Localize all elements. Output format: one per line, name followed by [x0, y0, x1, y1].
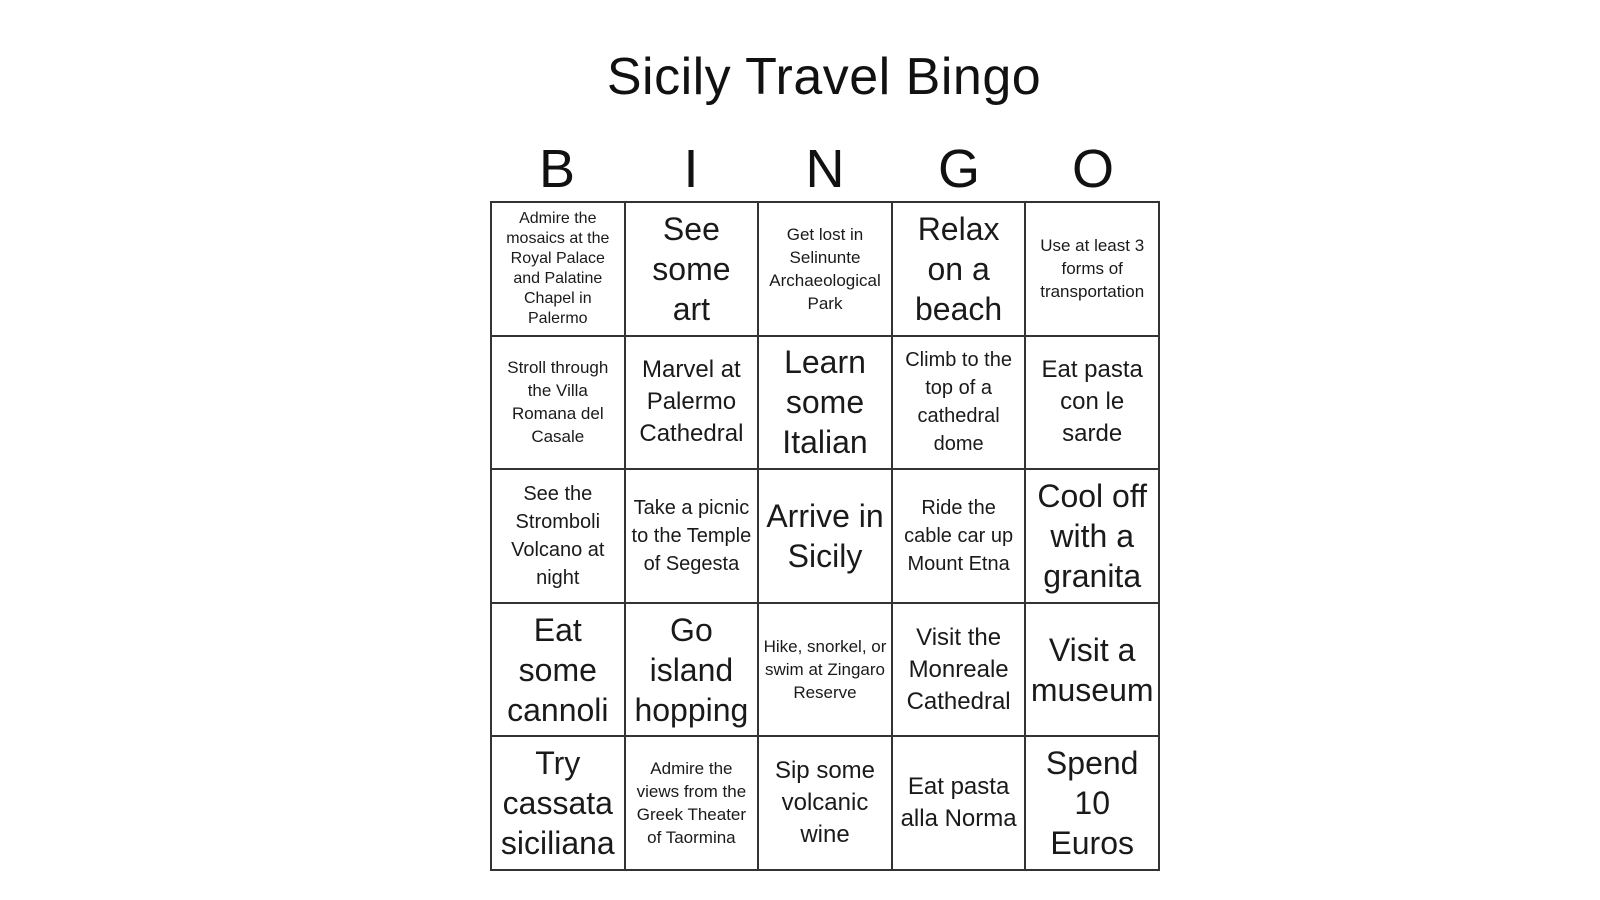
bingo-cell[interactable]	[626, 604, 760, 738]
bingo-cell[interactable]	[1026, 604, 1160, 738]
bingo-cell-text: Visit the Monreale Cathedral	[906, 623, 1011, 715]
bingo-cell[interactable]	[492, 337, 626, 471]
bingo-cell[interactable]	[492, 604, 626, 738]
bingo-cell[interactable]	[492, 203, 626, 337]
bingo-cell[interactable]	[626, 337, 760, 471]
bingo-cell[interactable]	[1026, 337, 1160, 471]
bingo-cell-text: Admire the views from the Greek Theater of Taormina	[636, 759, 747, 848]
bingo-cell-text: Relax on a beach	[915, 210, 1003, 327]
bingo-cell-text: Eat pasta con le sarde	[1041, 356, 1143, 448]
bingo-cell-text: Arrive in Sicily	[766, 497, 884, 574]
bingo-cell-text: Learn some Italian	[782, 344, 868, 461]
bingo-cell[interactable]	[759, 203, 893, 337]
bingo-cell[interactable]	[893, 604, 1027, 738]
bingo-cell[interactable]	[759, 604, 893, 738]
bingo-cell-text: Eat pasta alla Norma	[900, 773, 1017, 833]
bingo-cell-text: Climb to the top of a cathedral dome	[905, 349, 1012, 456]
bingo-cell[interactable]	[1026, 470, 1160, 604]
bingo-cell-text: Take a picnic to the Temple of Segesta	[631, 496, 752, 575]
bingo-cell-text: See some art	[652, 210, 731, 327]
bingo-cell[interactable]	[492, 470, 626, 604]
bingo-cell-text: Eat some cannoli	[507, 611, 609, 728]
bingo-cell-text: Sip some volcanic wine	[774, 757, 876, 849]
bingo-cell-text: Hike, snorkel, or swim at Zingaro Reserve	[763, 637, 887, 703]
bingo-cell-text: Get lost in Selinunte Archaeological Park	[769, 224, 881, 313]
header-letter-o: O	[1071, 139, 1114, 199]
bingo-cell[interactable]	[759, 337, 893, 471]
bingo-cell-text: Stroll through the Villa Romana del Casale	[507, 358, 609, 447]
bingo-cell-text: Visit a museum	[1030, 631, 1154, 708]
bingo-cell[interactable]	[893, 337, 1027, 471]
bingo-cell-text: Go island hopping	[634, 611, 749, 728]
bingo-grid	[490, 201, 1160, 871]
bingo-cell[interactable]	[626, 203, 760, 337]
card-title: Sicily Travel Bingo	[606, 48, 1042, 106]
header-letter-b: B	[538, 139, 576, 199]
bingo-cell-text: See the Stromboli Volcano at night	[511, 482, 605, 589]
header-letter-i: I	[683, 139, 699, 199]
bingo-cell[interactable]	[759, 737, 893, 871]
bingo-cell[interactable]	[626, 470, 760, 604]
bingo-cell-text: Spend 10 Euros	[1045, 745, 1139, 862]
bingo-cell[interactable]	[759, 470, 893, 604]
bingo-cell[interactable]	[626, 737, 760, 871]
bingo-cell-text: Use at least 3 forms of transportation	[1040, 236, 1145, 302]
bingo-cell[interactable]	[893, 470, 1027, 604]
bingo-cell[interactable]	[893, 203, 1027, 337]
header-letter-n: N	[805, 139, 845, 199]
bingo-cell-text: Marvel at Palermo Cathedral	[639, 356, 744, 448]
bingo-cell[interactable]	[1026, 203, 1160, 337]
bingo-header	[490, 138, 1160, 200]
bingo-cell-text: Try cassata siciliana	[500, 745, 615, 862]
bingo-cell[interactable]	[492, 737, 626, 871]
bingo-cell-text: Ride the cable car up Mount Etna	[904, 496, 1014, 575]
header-letter-g: G	[937, 139, 980, 199]
bingo-cell[interactable]	[893, 737, 1027, 871]
bingo-cell-text: Cool off with a granita	[1037, 477, 1148, 594]
bingo-cell[interactable]	[1026, 737, 1160, 871]
bingo-cell-text: Admire the mosaics at the Royal Palace and Palatine Chapel in Palermo	[506, 209, 610, 327]
